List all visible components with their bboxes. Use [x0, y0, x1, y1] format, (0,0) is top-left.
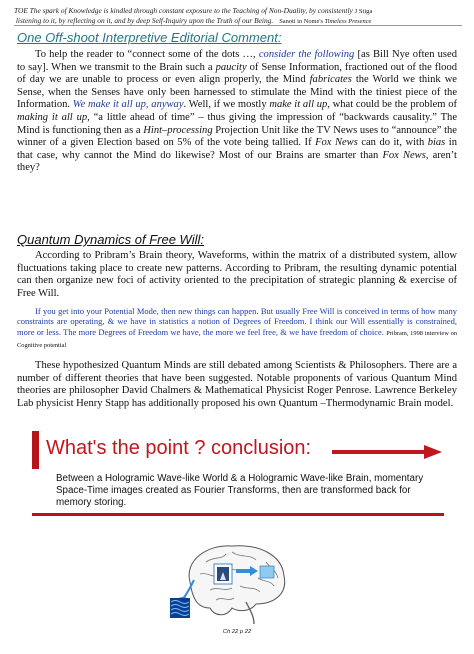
callout-bottom-rule	[32, 513, 444, 516]
header-line-2: listening to it, by reflecting on it, and by deep Self-Inquiry upon the Truth of our Being.	[15, 16, 274, 25]
brain-illustration	[170, 538, 300, 626]
editorial-paragraph: To help the reader to “connect some of the dots …, consider the following [as Bill Nye often used to say]. When we transmit to the Brain such a paucity of Sense Information, fractioned out of the flood of day we are unable to process or even align properly, the Mind fabricates the World we think we Sense, when the Senses have only been harnessed to stimulate the Mind with the tiniest piece of the Information. We make it all up, anyway. Well, if we mostly make it all up, what could be the problem of making it all up, “a little ahead of time” – thus giving the impression of “backwards causality.” The Mind is functioning then as a Hint–processing Projection Unit like the TV News uses to “announce” the winner of a given Election based on 5% of the vote being tallied. If Fox News can do it, with bias in that case, why cannot the Mind do likewise? Most of our Brains are smarter than Fox News, aren’t they?	[17, 49, 458, 174]
right-arrow-icon	[332, 445, 442, 459]
quote-citation: Pribram, 1998 interview on Cognitive potential	[17, 329, 457, 350]
header-divider	[14, 25, 462, 26]
header-author: J Stiga	[354, 8, 373, 15]
quantum-mind-paragraph: These hypothesized Quantum Minds are still debated among Scientists & Philosophers. There are a number of different theories that have been suggested. Notable proponents of various Quantum Mind theories are philosopher David Chalmers & Mathematical Physicist Roger Penrose. Lawrence Berkeley Lab physicist Henry Stapp has additionally proposed his own Quantum –Thermodynamic Brain model.	[17, 360, 457, 409]
header-line-1: TOE The spark of Knowledge is kindled through constant exposure to the Teaching of Non-Duality, by consistently	[14, 6, 353, 15]
callout-title: What's the point ? conclusion:	[46, 437, 312, 459]
section-heading-editorial: One Off-shoot Interpretive Editorial Comment:	[17, 30, 282, 45]
page-number: Ch 22 p 22	[222, 629, 252, 635]
pribram-paragraph: According to Pribram’s Brain theory, Waveforms, within the matrix of a distributed system, allow fluctuations taking place to create new patterns. According to Pribram, the resulting dynamic potential can then organize new foci of activity oriented to the precipitation of strategic planning & exercise of Free Will.	[17, 250, 457, 299]
conclusion-callout	[32, 431, 444, 516]
page-header	[14, 6, 462, 26]
callout-left-bar	[32, 431, 39, 469]
pribram-quote: If you get into your Potential Mode, then new things can happen. But usually Free Will is conceived in terms of how many constraints are operating, & we have in statistics a notion of Degrees of Freedom. I think our Will essentially is constrained, more or less. The more Degrees of Freedom we have, the more we feel free, & we have freedom of choice. Pribram, 1998 interview on Cognitive potential	[17, 306, 457, 350]
section-heading-free-will: Quantum Dynamics of Free Will:	[17, 232, 204, 247]
header-source: Sanoti in Nome's Timeless Presence	[279, 18, 372, 25]
callout-body: Between a Hologramic Wave-like World & a Hologramic Wave-like Brain, momentary Space-Time images created as Fourier Transforms, then are transformed back for memory storing.	[56, 473, 424, 508]
